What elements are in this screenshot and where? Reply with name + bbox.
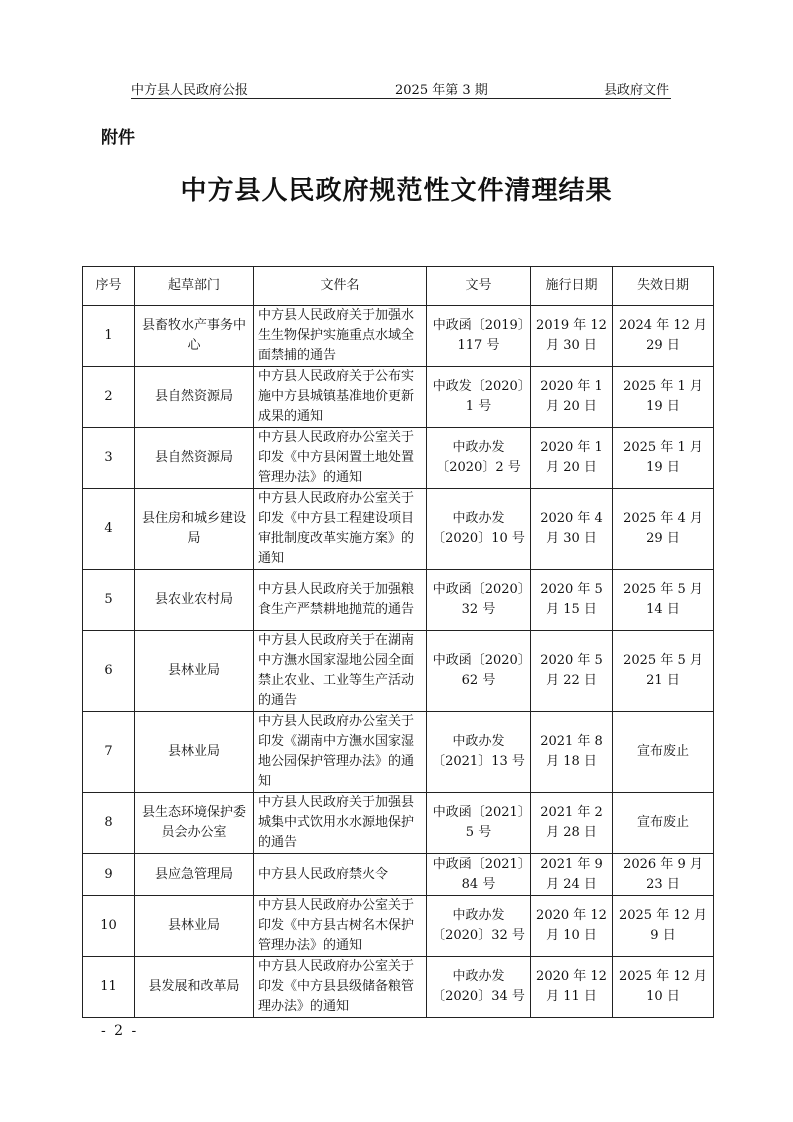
row-effective: 2020 年 5 月 22 日	[531, 631, 613, 712]
gazette-name: 中方县人民政府公报	[131, 83, 249, 98]
row-name: 中方县人民政府关于公布实施中方县城镇基准地价更新成果的通知	[254, 367, 427, 428]
table-header-row	[83, 267, 714, 306]
table-row	[83, 428, 714, 489]
header-code: 文号	[427, 267, 531, 306]
row-name: 中方县人民政府关于加强粮食生产严禁耕地抛荒的通告	[254, 570, 427, 631]
row-expiry: 2025 年 5 月 14 日	[613, 570, 714, 631]
row-effective: 2020 年 1 月 20 日	[531, 367, 613, 428]
issue-number: 2025 年第 3 期	[395, 83, 488, 98]
row-effective: 2021 年 9 月 24 日	[531, 854, 613, 896]
row-no: 4	[83, 489, 135, 570]
row-code: 中政办发〔2021〕13 号	[427, 712, 531, 793]
row-expiry: 2025 年 1 月 19 日	[613, 428, 714, 489]
row-effective: 2021 年 2 月 28 日	[531, 793, 613, 854]
row-effective: 2020 年 12 月 11 日	[531, 957, 613, 1018]
row-name: 中方县人民政府关于加强县城集中式饮用水水源地保护的通告	[254, 793, 427, 854]
row-no: 6	[83, 631, 135, 712]
header-dept: 起草部门	[135, 267, 254, 306]
row-code: 中政函〔2020〕62 号	[427, 631, 531, 712]
row-no: 3	[83, 428, 135, 489]
section-name: 县政府文件	[603, 83, 669, 98]
row-expiry: 2024 年 12 月 29 日	[613, 306, 714, 367]
row-name: 中方县人民政府办公室关于印发《中方县闲置土地处置管理办法》的通知	[254, 428, 427, 489]
row-expiry: 2025 年 1 月 19 日	[613, 367, 714, 428]
row-expiry: 宣布废止	[613, 712, 714, 793]
row-dept: 县生态环境保护委员会办公室	[135, 793, 254, 854]
table-row	[83, 306, 714, 367]
row-expiry: 2026 年 9 月 23 日	[613, 854, 714, 896]
table-row	[83, 854, 714, 896]
row-name: 中方县人民政府禁火令	[254, 854, 427, 896]
row-code: 中政办发〔2020〕32 号	[427, 896, 531, 957]
table-row	[83, 367, 714, 428]
row-no: 10	[83, 896, 135, 957]
row-dept: 县林业局	[135, 712, 254, 793]
row-dept: 县农业农村局	[135, 570, 254, 631]
row-expiry: 宣布废止	[613, 793, 714, 854]
row-no: 2	[83, 367, 135, 428]
row-code: 中政函〔2021〕5 号	[427, 793, 531, 854]
row-code: 中政发〔2020〕1 号	[427, 367, 531, 428]
row-expiry: 2025 年 12 月 10 日	[613, 957, 714, 1018]
row-no: 9	[83, 854, 135, 896]
row-effective: 2020 年 1 月 20 日	[531, 428, 613, 489]
row-dept: 县自然资源局	[135, 428, 254, 489]
page-title: 中方县人民政府规范性文件清理结果	[180, 176, 613, 206]
row-no: 5	[83, 570, 135, 631]
table-row	[83, 489, 714, 570]
row-effective: 2019 年 12 月 30 日	[531, 306, 613, 367]
row-effective: 2020 年 5 月 15 日	[531, 570, 613, 631]
row-dept: 县林业局	[135, 896, 254, 957]
row-effective: 2021 年 8 月 18 日	[531, 712, 613, 793]
row-expiry: 2025 年 4 月 29 日	[613, 489, 714, 570]
row-effective: 2020 年 12 月 10 日	[531, 896, 613, 957]
row-dept: 县林业局	[135, 631, 254, 712]
row-expiry: 2025 年 5 月 21 日	[613, 631, 714, 712]
row-no: 11	[83, 957, 135, 1018]
table-row	[83, 570, 714, 631]
row-expiry: 2025 年 12 月 9 日	[613, 896, 714, 957]
row-dept: 县应急管理局	[135, 854, 254, 896]
attachment-label: 附件	[101, 128, 135, 148]
row-dept: 县发展和改革局	[135, 957, 254, 1018]
row-no: 8	[83, 793, 135, 854]
table-row	[83, 631, 714, 712]
page-header	[131, 78, 671, 99]
page-number: - 2 -	[101, 1023, 139, 1039]
table-row	[83, 712, 714, 793]
row-no: 1	[83, 306, 135, 367]
table-row	[83, 957, 714, 1018]
row-name: 中方县人民政府办公室关于印发《湖南中方潕水国家湿地公园保护管理办法》的通知	[254, 712, 427, 793]
header-no: 序号	[83, 267, 135, 306]
row-dept: 县自然资源局	[135, 367, 254, 428]
row-code: 中政函〔2020〕32 号	[427, 570, 531, 631]
row-code: 中政函〔2019〕117 号	[427, 306, 531, 367]
row-code: 中政办发〔2020〕2 号	[427, 428, 531, 489]
row-dept: 县住房和城乡建设局	[135, 489, 254, 570]
row-code: 中政函〔2021〕84 号	[427, 854, 531, 896]
row-code: 中政办发〔2020〕34 号	[427, 957, 531, 1018]
header-expiry: 失效日期	[613, 267, 714, 306]
table-row	[83, 896, 714, 957]
row-name: 中方县人民政府办公室关于印发《中方县古树名木保护管理办法》的通知	[254, 896, 427, 957]
table-row	[83, 793, 714, 854]
header-name: 文件名	[254, 267, 427, 306]
row-name: 中方县人民政府关于加强水生生物保护实施重点水域全面禁捕的通告	[254, 306, 427, 367]
row-dept: 县畜牧水产事务中心	[135, 306, 254, 367]
header-effective: 施行日期	[531, 267, 613, 306]
row-name: 中方县人民政府关于在湖南中方潕水国家湿地公园全面禁止农业、工业等生产活动的通告	[254, 631, 427, 712]
document-table	[82, 266, 714, 1018]
row-effective: 2020 年 4 月 30 日	[531, 489, 613, 570]
row-code: 中政办发〔2020〕10 号	[427, 489, 531, 570]
row-name: 中方县人民政府办公室关于印发《中方县县级储备粮管理办法》的通知	[254, 957, 427, 1018]
row-no: 7	[83, 712, 135, 793]
row-name: 中方县人民政府办公室关于印发《中方县工程建设项目审批制度改革实施方案》的通知	[254, 489, 427, 570]
